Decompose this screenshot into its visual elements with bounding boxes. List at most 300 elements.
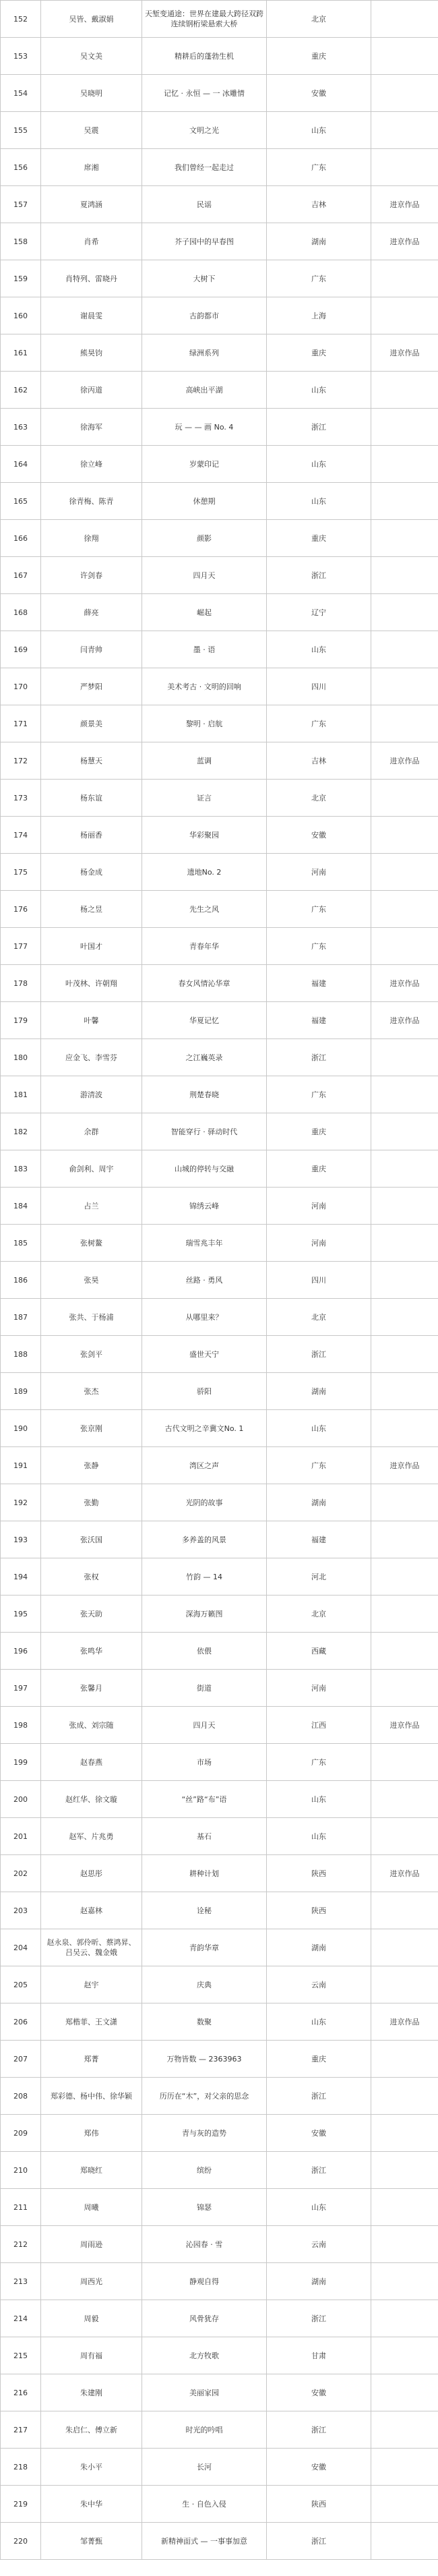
row-number-cell: 199	[1, 1744, 41, 1781]
work-title-cell: 锦瑟	[142, 2189, 267, 2226]
region-cell: 北京	[267, 780, 371, 817]
note-cell	[371, 1410, 438, 1447]
work-title-cell: 诠秘	[142, 1892, 267, 1929]
results-table-body	[1, 1, 438, 2560]
note-cell	[371, 2078, 438, 2115]
note-cell	[371, 2041, 438, 2078]
note-cell	[371, 1336, 438, 1373]
table-row	[1, 297, 438, 334]
note-cell	[371, 1633, 438, 1670]
author-cell: 杨丽香	[41, 817, 142, 854]
author-cell: 张沃国	[41, 1521, 142, 1558]
note-cell	[371, 2115, 438, 2152]
region-cell: 浙江	[267, 2300, 371, 2337]
author-cell: 张昊	[41, 1262, 142, 1299]
row-number-cell: 157	[1, 186, 41, 223]
row-number-cell: 155	[1, 112, 41, 149]
table-row	[1, 1113, 438, 1150]
table-row	[1, 372, 438, 409]
row-number-cell: 180	[1, 1039, 41, 1076]
table-row	[1, 1966, 438, 2003]
row-number-cell: 156	[1, 149, 41, 186]
author-cell: 郑彩德、杨中伟、徐华颖	[41, 2078, 142, 2115]
table-row	[1, 1781, 438, 1818]
work-title-cell: 蓝调	[142, 742, 267, 780]
work-title-cell: 北方牧歌	[142, 2337, 267, 2374]
row-number-cell: 203	[1, 1892, 41, 1929]
author-cell: 张剑平	[41, 1336, 142, 1373]
work-title-cell: 庆典	[142, 1966, 267, 2003]
work-title-cell: 我们曾经一起走过	[142, 149, 267, 186]
note-cell	[371, 594, 438, 631]
table-row	[1, 1039, 438, 1076]
table-row	[1, 1225, 438, 1262]
table-row	[1, 186, 438, 223]
table-row	[1, 1484, 438, 1521]
note-cell	[371, 2263, 438, 2300]
work-title-cell: 万物皆数 — 2363963	[142, 2041, 267, 2078]
region-cell: 广东	[267, 1447, 371, 1484]
table-row	[1, 2486, 438, 2523]
note-cell	[371, 38, 438, 75]
region-cell: 湖南	[267, 1373, 371, 1410]
region-cell: 陕西	[267, 1855, 371, 1892]
work-title-cell: 记忆 · 永恒 — 一 冰雕情	[142, 75, 267, 112]
table-row	[1, 1, 438, 38]
region-cell: 辽宁	[267, 594, 371, 631]
row-number-cell: 172	[1, 742, 41, 780]
region-cell: 河北	[267, 1558, 371, 1596]
table-row	[1, 742, 438, 780]
table-row	[1, 1336, 438, 1373]
note-cell	[371, 557, 438, 594]
work-title-cell: 春女风情沁华章	[142, 965, 267, 1002]
work-title-cell: 长河	[142, 2449, 267, 2486]
table-row	[1, 1188, 438, 1225]
region-cell: 江西	[267, 1707, 371, 1744]
region-cell: 广东	[267, 705, 371, 742]
row-number-cell: 214	[1, 2300, 41, 2337]
work-title-cell: 先生之风	[142, 891, 267, 928]
author-cell: 吴文美	[41, 38, 142, 75]
table-row	[1, 260, 438, 297]
author-cell: 周有福	[41, 2337, 142, 2374]
region-cell: 广东	[267, 1744, 371, 1781]
table-row	[1, 2152, 438, 2189]
author-cell: 张勤	[41, 1484, 142, 1521]
author-cell: 朱中华	[41, 2486, 142, 2523]
note-cell	[371, 1781, 438, 1818]
row-number-cell: 217	[1, 2411, 41, 2449]
row-number-cell: 208	[1, 2078, 41, 2115]
work-title-cell: 黎明 · 启航	[142, 705, 267, 742]
author-cell: 郑伟	[41, 2115, 142, 2152]
work-title-cell: 耕种计划	[142, 1855, 267, 1892]
row-number-cell: 191	[1, 1447, 41, 1484]
region-cell: 广东	[267, 1076, 371, 1113]
note-cell: 进京作品	[371, 2003, 438, 2041]
author-cell: 朱启仁、傅立新	[41, 2411, 142, 2449]
row-number-cell: 154	[1, 75, 41, 112]
note-cell	[371, 2189, 438, 2226]
region-cell: 浙江	[267, 2152, 371, 2189]
author-cell: 赵永泉、郭伶昕、蔡鸿昇、吕吴云、魏金娥	[41, 1929, 142, 1966]
region-cell: 山东	[267, 483, 371, 520]
region-cell: 甘肃	[267, 2337, 371, 2374]
work-title-cell: 四月天	[142, 557, 267, 594]
author-cell: 周雨逊	[41, 2226, 142, 2263]
author-cell: 徐丙道	[41, 372, 142, 409]
region-cell: 北京	[267, 1, 371, 38]
author-cell: 夏鸿涵	[41, 186, 142, 223]
work-title-cell: 竹韵 — 14	[142, 1558, 267, 1596]
row-number-cell: 168	[1, 594, 41, 631]
table-row	[1, 1558, 438, 1596]
author-cell: 张成、刘宗随	[41, 1707, 142, 1744]
note-cell	[371, 1670, 438, 1707]
author-cell: 谢晨雯	[41, 297, 142, 334]
row-number-cell: 171	[1, 705, 41, 742]
work-title-cell: 丝路 · 勇风	[142, 1262, 267, 1299]
note-cell	[371, 1299, 438, 1336]
note-cell	[371, 1744, 438, 1781]
work-title-cell: 骄阳	[142, 1373, 267, 1410]
table-row	[1, 1447, 438, 1484]
row-number-cell: 215	[1, 2337, 41, 2374]
work-title-cell: 遗地No. 2	[142, 854, 267, 891]
work-title-cell: 青与灰的造势	[142, 2115, 267, 2152]
row-number-cell: 220	[1, 2523, 41, 2560]
region-cell: 河南	[267, 1670, 371, 1707]
author-cell: 张杰	[41, 1373, 142, 1410]
row-number-cell: 219	[1, 2486, 41, 2523]
work-title-cell: 玩 — — 画 No. 4	[142, 409, 267, 446]
work-title-cell: 风骨犹存	[142, 2300, 267, 2337]
row-number-cell: 192	[1, 1484, 41, 1521]
work-title-cell: 缤纷	[142, 2152, 267, 2189]
author-cell: 熊昊钧	[41, 334, 142, 372]
work-title-cell: 岁蒙印记	[142, 446, 267, 483]
author-cell: 周西光	[41, 2263, 142, 2300]
row-number-cell: 194	[1, 1558, 41, 1596]
region-cell: 浙江	[267, 409, 371, 446]
row-number-cell: 182	[1, 1113, 41, 1150]
note-cell	[371, 1076, 438, 1113]
note-cell	[371, 446, 438, 483]
row-number-cell: 202	[1, 1855, 41, 1892]
note-cell	[371, 2486, 438, 2523]
table-row	[1, 631, 438, 668]
table-row	[1, 75, 438, 112]
author-cell: 吴皆、戴淑娟	[41, 1, 142, 38]
table-row	[1, 112, 438, 149]
region-cell: 广东	[267, 891, 371, 928]
author-cell: 杨慧天	[41, 742, 142, 780]
table-row	[1, 594, 438, 631]
table-row	[1, 38, 438, 75]
note-cell	[371, 2523, 438, 2560]
note-cell	[371, 1, 438, 38]
region-cell: 四川	[267, 1262, 371, 1299]
region-cell: 安徽	[267, 2374, 371, 2411]
work-title-cell: 静观自得	[142, 2263, 267, 2300]
row-number-cell: 167	[1, 557, 41, 594]
region-cell: 吉林	[267, 186, 371, 223]
row-number-cell: 209	[1, 2115, 41, 2152]
work-title-cell: 盛世天宁	[142, 1336, 267, 1373]
row-number-cell: 170	[1, 668, 41, 705]
note-cell: 进京作品	[371, 1002, 438, 1039]
region-cell: 山东	[267, 2003, 371, 2041]
region-cell: 湖南	[267, 2263, 371, 2300]
row-number-cell: 175	[1, 854, 41, 891]
row-number-cell: 196	[1, 1633, 41, 1670]
author-cell: 郑菁	[41, 2041, 142, 2078]
author-cell: 颜景美	[41, 705, 142, 742]
region-cell: 安徽	[267, 2449, 371, 2486]
work-title-cell: “丝”路“布”语	[142, 1781, 267, 1818]
note-cell	[371, 1558, 438, 1596]
row-number-cell: 169	[1, 631, 41, 668]
work-title-cell: 湾区之声	[142, 1447, 267, 1484]
row-number-cell: 184	[1, 1188, 41, 1225]
note-cell	[371, 2226, 438, 2263]
region-cell: 浙江	[267, 2078, 371, 2115]
region-cell: 山东	[267, 372, 371, 409]
row-number-cell: 174	[1, 817, 41, 854]
author-cell: 吴震	[41, 112, 142, 149]
note-cell	[371, 260, 438, 297]
table-row	[1, 1744, 438, 1781]
row-number-cell: 179	[1, 1002, 41, 1039]
region-cell: 重庆	[267, 38, 371, 75]
region-cell: 福建	[267, 1521, 371, 1558]
note-cell	[371, 1596, 438, 1633]
row-number-cell: 210	[1, 2152, 41, 2189]
note-cell: 进京作品	[371, 186, 438, 223]
work-title-cell: 从哪里来？	[142, 1299, 267, 1336]
region-cell: 安徽	[267, 2115, 371, 2152]
note-cell	[371, 1113, 438, 1150]
row-number-cell: 213	[1, 2263, 41, 2300]
note-cell: 进京作品	[371, 334, 438, 372]
table-row	[1, 557, 438, 594]
author-cell: 应金飞、李雪芬	[41, 1039, 142, 1076]
work-title-cell: 古代文明之辛冀文No. 1	[142, 1410, 267, 1447]
region-cell: 重庆	[267, 1150, 371, 1188]
work-title-cell: 依偎	[142, 1633, 267, 1670]
table-row	[1, 2078, 438, 2115]
work-title-cell: 休憩期	[142, 483, 267, 520]
author-cell: 赵春燕	[41, 1744, 142, 1781]
table-row	[1, 1818, 438, 1855]
note-cell	[371, 1039, 438, 1076]
author-cell: 严梦阳	[41, 668, 142, 705]
table-row	[1, 1633, 438, 1670]
note-cell	[371, 1521, 438, 1558]
note-cell	[371, 520, 438, 557]
note-cell	[371, 483, 438, 520]
row-number-cell: 200	[1, 1781, 41, 1818]
row-number-cell: 195	[1, 1596, 41, 1633]
author-cell: 游清波	[41, 1076, 142, 1113]
note-cell	[371, 854, 438, 891]
row-number-cell: 212	[1, 2226, 41, 2263]
table-row	[1, 483, 438, 520]
note-cell	[371, 75, 438, 112]
region-cell: 浙江	[267, 2523, 371, 2560]
work-title-cell: 智能穿行 · 驿动时代	[142, 1113, 267, 1150]
row-number-cell: 201	[1, 1818, 41, 1855]
row-number-cell: 198	[1, 1707, 41, 1744]
table-row	[1, 928, 438, 965]
work-title-cell: 街道	[142, 1670, 267, 1707]
work-title-cell: 新精神面式 — 一事事加意	[142, 2523, 267, 2560]
work-title-cell: 之江巍英录	[142, 1039, 267, 1076]
table-row	[1, 2411, 438, 2449]
author-cell: 赵嘉林	[41, 1892, 142, 1929]
author-cell: 邹菁甄	[41, 2523, 142, 2560]
table-row	[1, 446, 438, 483]
region-cell: 山东	[267, 2189, 371, 2226]
note-cell	[371, 928, 438, 965]
note-cell	[371, 705, 438, 742]
author-cell: 赵红华、徐文璇	[41, 1781, 142, 1818]
author-cell: 徐青梅、陈青	[41, 483, 142, 520]
table-row	[1, 2337, 438, 2374]
author-cell: 叶茂林、许朝翔	[41, 965, 142, 1002]
work-title-cell: 精耕后的蓬勃生机	[142, 38, 267, 75]
table-row	[1, 1410, 438, 1447]
region-cell: 山东	[267, 1410, 371, 1447]
row-number-cell: 193	[1, 1521, 41, 1558]
row-number-cell: 160	[1, 297, 41, 334]
work-title-cell: 数聚	[142, 2003, 267, 2041]
note-cell	[371, 372, 438, 409]
work-title-cell: 历历在“木”，对父亲的思念	[142, 2078, 267, 2115]
table-row	[1, 334, 438, 372]
work-title-cell: 瑞雪兆丰年	[142, 1225, 267, 1262]
region-cell: 上海	[267, 297, 371, 334]
table-row	[1, 1150, 438, 1188]
row-number-cell: 211	[1, 2189, 41, 2226]
author-cell: 杨金成	[41, 854, 142, 891]
table-row	[1, 668, 438, 705]
work-title-cell: 绿洲系列	[142, 334, 267, 372]
work-title-cell: 时光的吟唱	[142, 2411, 267, 2449]
author-cell: 赵军、片兆勇	[41, 1818, 142, 1855]
row-number-cell: 183	[1, 1150, 41, 1188]
author-cell: 徐立峰	[41, 446, 142, 483]
table-row	[1, 1670, 438, 1707]
region-cell: 北京	[267, 1299, 371, 1336]
table-row	[1, 1299, 438, 1336]
work-title-cell: 华彩聚园	[142, 817, 267, 854]
table-row	[1, 2263, 438, 2300]
work-title-cell: 大树下	[142, 260, 267, 297]
region-cell: 重庆	[267, 1113, 371, 1150]
row-number-cell: 189	[1, 1373, 41, 1410]
region-cell: 山东	[267, 1818, 371, 1855]
author-cell: 杨东谊	[41, 780, 142, 817]
row-number-cell: 152	[1, 1, 41, 38]
table-row	[1, 2115, 438, 2152]
region-cell: 河南	[267, 1225, 371, 1262]
note-cell	[371, 780, 438, 817]
table-row	[1, 2374, 438, 2411]
work-title-cell: 天堑变通途：世界在建最大跨径双跨连续钢桁梁悬索大桥	[142, 1, 267, 38]
row-number-cell: 177	[1, 928, 41, 965]
author-cell: 余群	[41, 1113, 142, 1150]
author-cell: 徐海军	[41, 409, 142, 446]
row-number-cell: 218	[1, 2449, 41, 2486]
note-cell	[371, 1892, 438, 1929]
author-cell: 徐翔	[41, 520, 142, 557]
note-cell	[371, 2411, 438, 2449]
author-cell: 张树鳌	[41, 1225, 142, 1262]
region-cell: 福建	[267, 1002, 371, 1039]
row-number-cell: 161	[1, 334, 41, 372]
note-cell	[371, 2449, 438, 2486]
note-cell	[371, 1373, 438, 1410]
note-cell	[371, 2374, 438, 2411]
author-cell: 郑晓红	[41, 2152, 142, 2189]
work-title-cell: 青韵华章	[142, 1929, 267, 1966]
row-number-cell: 159	[1, 260, 41, 297]
table-row	[1, 2189, 438, 2226]
table-row	[1, 409, 438, 446]
table-row	[1, 1892, 438, 1929]
note-cell	[371, 817, 438, 854]
work-title-cell: 文明之光	[142, 112, 267, 149]
region-cell: 广东	[267, 149, 371, 186]
author-cell: 吴晓明	[41, 75, 142, 112]
note-cell: 进京作品	[371, 742, 438, 780]
region-cell: 广东	[267, 260, 371, 297]
row-number-cell: 173	[1, 780, 41, 817]
note-cell	[371, 1262, 438, 1299]
region-cell: 山东	[267, 1781, 371, 1818]
author-cell: 薛亮	[41, 594, 142, 631]
region-cell: 河南	[267, 1188, 371, 1225]
author-cell: 闫青帅	[41, 631, 142, 668]
note-cell	[371, 1484, 438, 1521]
table-row	[1, 520, 438, 557]
table-row	[1, 2226, 438, 2263]
row-number-cell: 207	[1, 2041, 41, 2078]
author-cell: 张鸣华	[41, 1633, 142, 1670]
note-cell	[371, 1966, 438, 2003]
row-number-cell: 197	[1, 1670, 41, 1707]
region-cell: 安徽	[267, 75, 371, 112]
table-row	[1, 2523, 438, 2560]
table-row	[1, 2041, 438, 2078]
work-title-cell: 崛起	[142, 594, 267, 631]
region-cell: 安徽	[267, 817, 371, 854]
work-title-cell: 芥子园中的早春图	[142, 223, 267, 260]
region-cell: 云南	[267, 1966, 371, 2003]
author-cell: 张京刚	[41, 1410, 142, 1447]
note-cell: 进京作品	[371, 223, 438, 260]
note-cell	[371, 1188, 438, 1225]
note-cell	[371, 631, 438, 668]
row-number-cell: 163	[1, 409, 41, 446]
work-title-cell: 山城的停转与交融	[142, 1150, 267, 1188]
row-number-cell: 165	[1, 483, 41, 520]
note-cell: 进京作品	[371, 1447, 438, 1484]
note-cell	[371, 2152, 438, 2189]
work-title-cell: 古韵都市	[142, 297, 267, 334]
